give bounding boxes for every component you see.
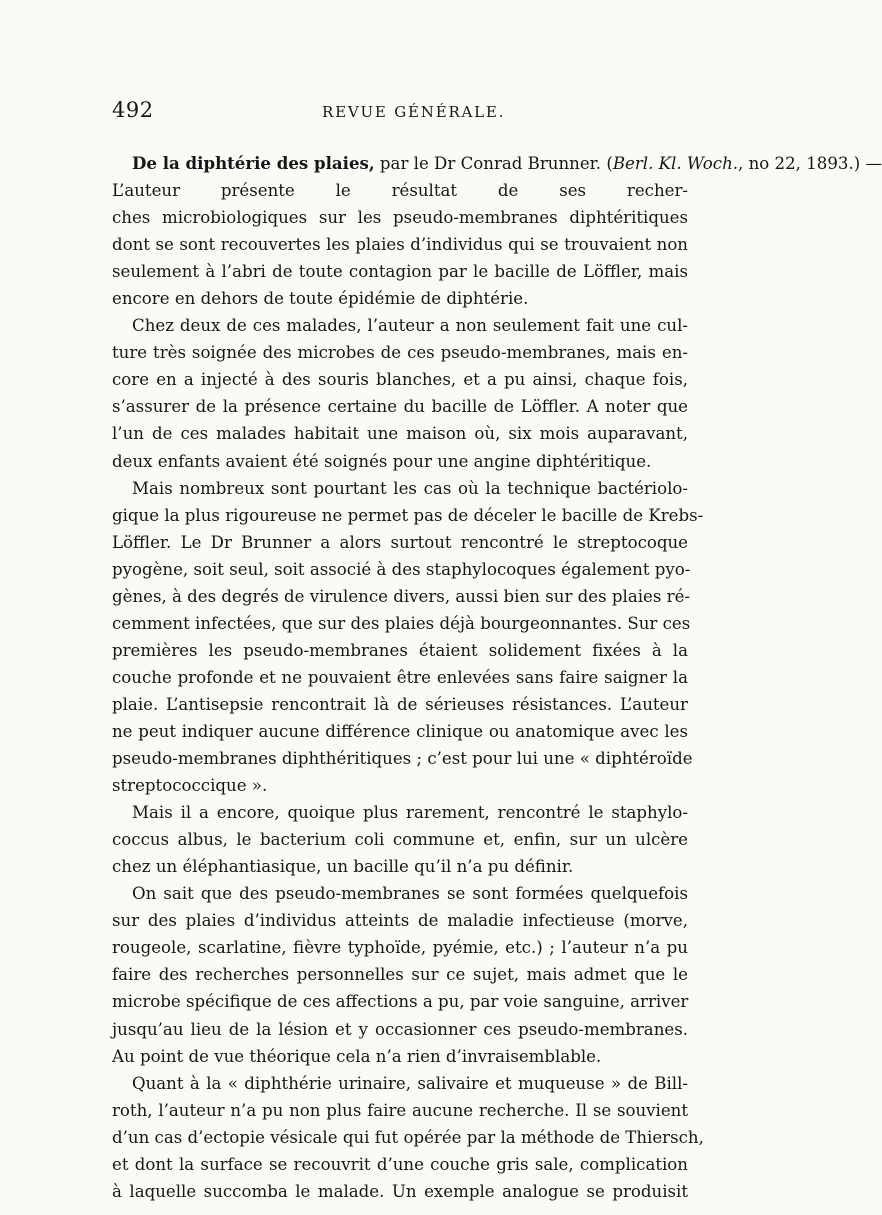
text-line: chez un éléphantiasique, un bacille qu’il n’a pu définir. xyxy=(112,857,574,877)
text-line: On sait que des pseudo-membranes se sont formées quelquefois xyxy=(132,884,688,904)
text-line: plaie. L’antisepsie rencontrait là de sérieuses résistances. L’auteur xyxy=(112,694,688,714)
text-line: Löffler. Le Dr Brunner a alors surtout rencontré le streptocoque xyxy=(112,532,688,552)
text-line: à laquelle succomba le malade. Un exemple analogue se produisit xyxy=(112,1181,688,1201)
text-line: encore en dehors de toute épidémie de diphtérie. xyxy=(112,289,529,309)
text-line: couche profonde et ne pouvaient être enlevées sans faire saigner la xyxy=(112,667,688,687)
text-line: sur des plaies d’individus atteints de maladie infectieuse (morve, xyxy=(112,911,688,931)
text-line: deux enfants avaient été soignés pour une angine diphtéritique. xyxy=(112,451,652,471)
text-line: streptococcique ». xyxy=(112,776,268,796)
article-title: De la diphtérie des plaies, xyxy=(132,153,375,173)
text-line: premières les pseudo-membranes étaient solidement fixées à la xyxy=(112,640,688,660)
running-head: REVUE GÉNÉRALE. xyxy=(322,103,506,121)
text-line: ches microbiologiques sur les pseudo-membranes diphtéritiques xyxy=(112,208,688,228)
article-byline: par le Dr Conrad Brunner. ( xyxy=(374,154,613,173)
text-line: dont se sont recouvertes les plaies d’individus qui se trouvaient non xyxy=(112,235,688,255)
text-line: Quant à la « diphthérie urinaire, salivaire et muqueuse » de Bill- xyxy=(132,1073,688,1093)
text-line: Au point de vue théorique cela n’a rien d’invraisemblable. xyxy=(112,1046,602,1066)
text-line: gènes, à des degrés de virulence divers, aussi bien sur des plaies ré- xyxy=(112,586,691,606)
text-line: Chez deux de ces malades, l’auteur a non seulement fait une cul- xyxy=(132,316,688,336)
text-line: Mais nombreux sont pourtant les cas où la technique bactériolo- xyxy=(132,478,688,498)
text-line: seulement à l’abri de toute contagion par le bacille de Löffler, mais xyxy=(112,262,688,282)
text-line: L’auteur présente le résultat de ses recher- xyxy=(112,181,688,201)
text-line: Mais il a encore, quoique plus rarement, rencontré le staphylo- xyxy=(132,803,688,823)
text-line: coccus albus, le bacterium coli commune et, enfin, sur un ulcère xyxy=(112,830,688,850)
text-line: gique la plus rigoureuse ne permet pas de déceler le bacille de Krebs- xyxy=(112,505,704,525)
text-line: rougeole, scarlatine, fièvre typhoïde, pyémie, etc.) ; l’auteur n’a pu xyxy=(112,938,688,958)
article-body xyxy=(112,150,882,1205)
text-line: ne peut indiquer aucune différence clinique ou anatomique avec les xyxy=(112,721,688,741)
text-line: ture très soignée des microbes de ces pseudo-membranes, mais en- xyxy=(112,343,688,363)
article-source: Berl. Kl. Woch. xyxy=(612,154,739,173)
text-line: roth, l’auteur n’a pu non plus faire aucune recherche. Il se souvient xyxy=(112,1100,688,1120)
text-line: cemment infectées, que sur des plaies déjà bourgeonnantes. Sur ces xyxy=(112,613,691,633)
text-line: microbe spécifique de ces affections a pu, par voie sanguine, arriver xyxy=(112,992,689,1012)
text-line: jusqu’au lieu de la lésion et y occasionner ces pseudo-membranes. xyxy=(112,1019,688,1039)
text-line: faire des recherches personnelles sur ce sujet, mais admet que le xyxy=(112,965,688,985)
text-line: pseudo-membranes diphthéritiques ; c’est pour lui une « diphtéroïde xyxy=(112,749,693,769)
text-line: pyogène, soit seul, soit associé à des staphylocoques également pyo- xyxy=(112,559,691,579)
text-line: core en a injecté à des souris blanches, et a pu ainsi, chaque fois, xyxy=(112,370,688,390)
article-citation: , no 22, 1893.) — xyxy=(738,154,882,173)
article-heading-line xyxy=(112,150,882,177)
text-line: et dont la surface se recouvrit d’une couche gris sale, complication xyxy=(112,1154,688,1174)
text-line: s’assurer de la présence certaine du bacille de Löffler. A noter que xyxy=(112,397,688,417)
text-line: d’un cas d’ectopie vésicale qui fut opérée par la méthode de Thiersch, xyxy=(112,1127,704,1147)
page-number: 492 xyxy=(112,98,154,122)
text-line: l’un de ces malades habitait une maison où, six mois auparavant, xyxy=(112,424,688,444)
